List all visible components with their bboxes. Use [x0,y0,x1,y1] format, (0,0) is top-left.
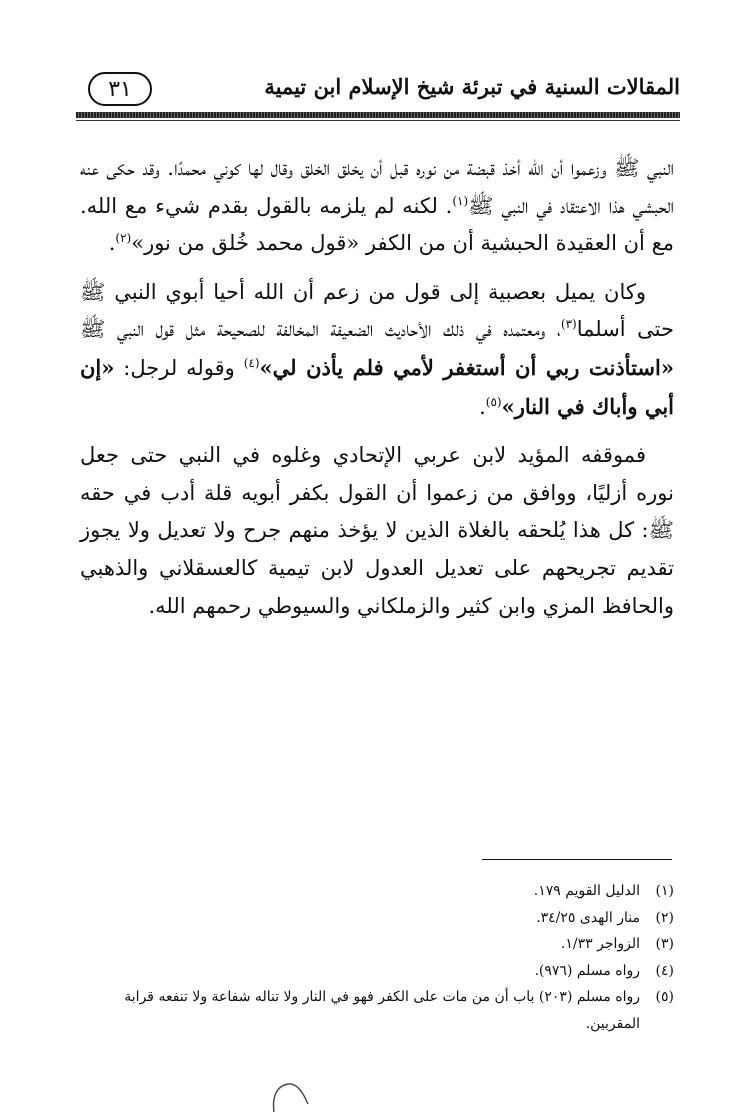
footnote-ref-5[interactable]: (٥) [485,394,502,409]
footnote-item [80,958,674,985]
footnote-number: (٣) [655,936,674,952]
main-text [80,150,674,636]
running-title: المقالات السنية في تبرئة شيخ الإسلام ابن تيمية [264,74,680,99]
scan-artifact-mark [268,1078,312,1112]
footnote-item [80,878,674,905]
header-rule-thick [76,112,680,118]
footnote-separator [482,859,672,860]
p1-text-b: . لكنه لم يلزمه بالقول بقدم شيء مع الله. مع أن العقيدة الحبشية أن من الكفر «قول محمد خُلق من نور» [80,193,674,256]
p2-text-b: ، ومعتمده في ذلك الأحاديث الضعيفة المخالفة للصحيحة مثل قول النبي ﷺ [80,317,561,342]
footnote-text: رواه مسلم (٢٠٣) باب أن من مات على الكفر فهو في النار ولا تناله شفاعة ولا تنفعه قرابة المقربين. [124,989,640,1032]
footnote-number: (٥) [655,989,674,1005]
footnote-ref-3[interactable]: (٣) [560,317,577,332]
footnote-ref-1[interactable]: (١) [452,193,469,208]
footnote-number: (١) [655,883,674,899]
page-number-badge: ٣١ [88,72,152,106]
footnote-item [80,984,674,1037]
footnote-text: الدليل القويم ١٧٩. [533,883,640,899]
paragraph-1 [80,150,674,263]
footnote-text: منار الهدى ٣٤/٢٥. [536,909,640,926]
hadith-quote-1: «استأذنت ربي أن أستغفر لأمي فلم يأذن لي» [259,354,674,380]
footnote-ref-4[interactable]: (٤) [243,355,260,370]
footnote-ref-2[interactable]: (٢) [115,231,132,246]
p2-text-c: وقوله لرجل: [114,355,244,380]
footnote-text: الزواجر ١/٣٣. [560,936,640,952]
page-header [76,72,680,116]
footnote-item [80,931,674,958]
footnote-number: (٤) [655,962,674,979]
paragraph-3: فموقفه المؤيد لابن عربي الإتحادي وغلوه في النبي حتى جعل نوره أزليًا، ووافق من زعموا أن القول بكفر أبويه قلة أدب في حقه ﷺ: كل هذا يُلحقه بالغلاة الذين لا يؤخذ منهم جرح ولا تعديل ولا يجوز تقديم تجريحهم على تعديل العدول لابن تيمية كالعسقلاني والذهبي والحافظ المزي وابن كثير والزملكاني والسيوطي رحمهم الله. [80,443,674,618]
paragraph-2 [80,274,674,426]
p2-text-d: . [479,394,486,419]
header-rule-thin [76,120,680,121]
footnote-number: (٢) [655,909,674,926]
p2-text-a: وكان يميل بعصبية إلى قول من زعم أن الله أحيا أبوي النبي ﷺ حتى أسلما [80,279,674,342]
hadith-quote-2: «إن أبي وأباك في النار» [80,354,674,419]
footnote-item [80,905,674,932]
footnote-text: رواه مسلم (٩٧٦). [534,962,640,979]
p1-text-c: . [108,231,116,256]
footnotes [80,878,674,1037]
p1-text-a: النبي ﷺ وزعموا أن الله أخذ قبضة من نوره قبل أن يخلق الخلق وقال لها كوني محمدًا. وقد حكى عنه الحبشي هذا الاعتقاد في النبي ﷺ [80,156,674,218]
